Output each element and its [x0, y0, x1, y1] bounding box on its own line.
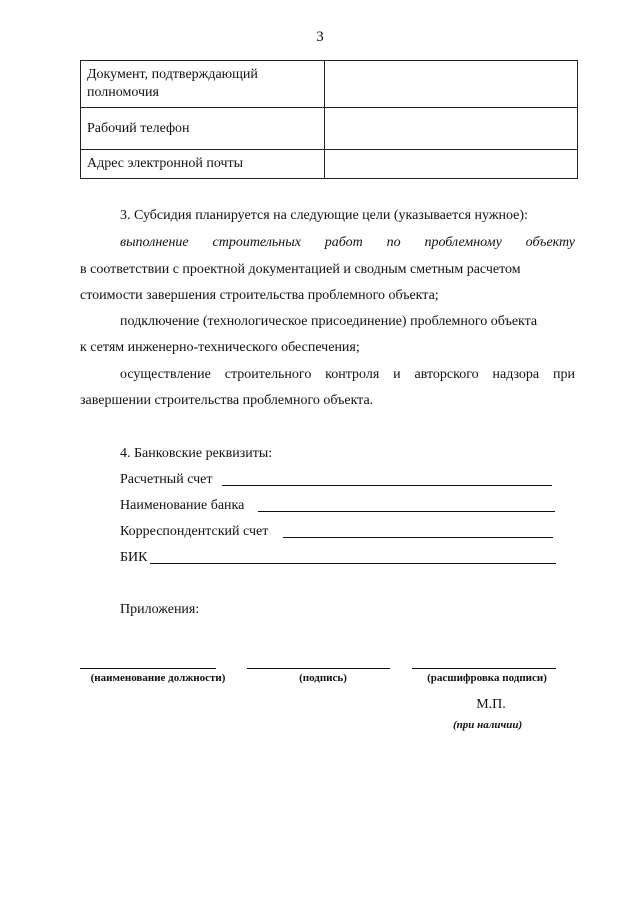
section-4-heading: 4. Банковские реквизиты:: [120, 446, 273, 461]
stamp-note: (при наличии): [453, 719, 523, 731]
work-phone-label: Рабочий телефон: [81, 108, 325, 150]
position-signature-line[interactable]: [80, 668, 216, 669]
decode-caption: (расшифровка подписи): [427, 672, 547, 684]
goal-2-line-1: подключение (технологическое присоединение) проблемного объекта: [120, 314, 538, 329]
goal-1-line-2: в соответствии с проектной документацией и сводным сметным расчетом: [80, 262, 521, 277]
email-label: Адрес электронной почты: [81, 150, 325, 179]
work-phone-value[interactable]: [325, 108, 578, 150]
bank-name-label: Наименование банка: [120, 498, 245, 513]
goal-2-line-2: к сетям инженерно-технического обеспечения;: [80, 340, 360, 355]
position-caption: (наименование должности): [90, 672, 226, 684]
authority-document-label: Документ, подтверждающий полномочия: [81, 61, 325, 108]
bik-label: БИК: [120, 550, 148, 565]
bik-input-line[interactable]: [150, 563, 556, 564]
goal-1-line-3: стоимости завершения строительства проблемного объекта;: [80, 288, 439, 303]
page-number: 3: [316, 29, 324, 45]
email-value[interactable]: [325, 150, 578, 179]
goal-3-line-2: завершении строительства проблемного объекта.: [80, 393, 374, 408]
corr-account-label: Корреспондентский счет: [120, 524, 269, 539]
table-row: [81, 150, 578, 179]
stamp-label: М.П.: [476, 697, 506, 712]
decode-signature-line[interactable]: [412, 668, 556, 669]
account-label: Расчетный счет: [120, 472, 213, 487]
bank-name-input-line[interactable]: [258, 511, 555, 512]
table-row: [81, 61, 578, 108]
goal-3-line-1: осуществление строительного контроля и авторского надзора при: [120, 367, 575, 382]
signature-line[interactable]: [247, 668, 390, 669]
corr-account-input-line[interactable]: [283, 537, 553, 538]
section-3-heading: 3. Субсидия планируется на следующие цели (указывается нужное):: [120, 208, 528, 223]
signature-caption: (подпись): [299, 672, 347, 684]
table-row: [81, 108, 578, 150]
applicant-info-table: [80, 60, 578, 179]
goal-1-line-1: выполнение строительных работ по проблемному объекту: [120, 235, 575, 250]
account-input-line[interactable]: [222, 485, 552, 486]
authority-document-value[interactable]: [325, 61, 578, 108]
attachments-label: Приложения:: [120, 602, 200, 617]
